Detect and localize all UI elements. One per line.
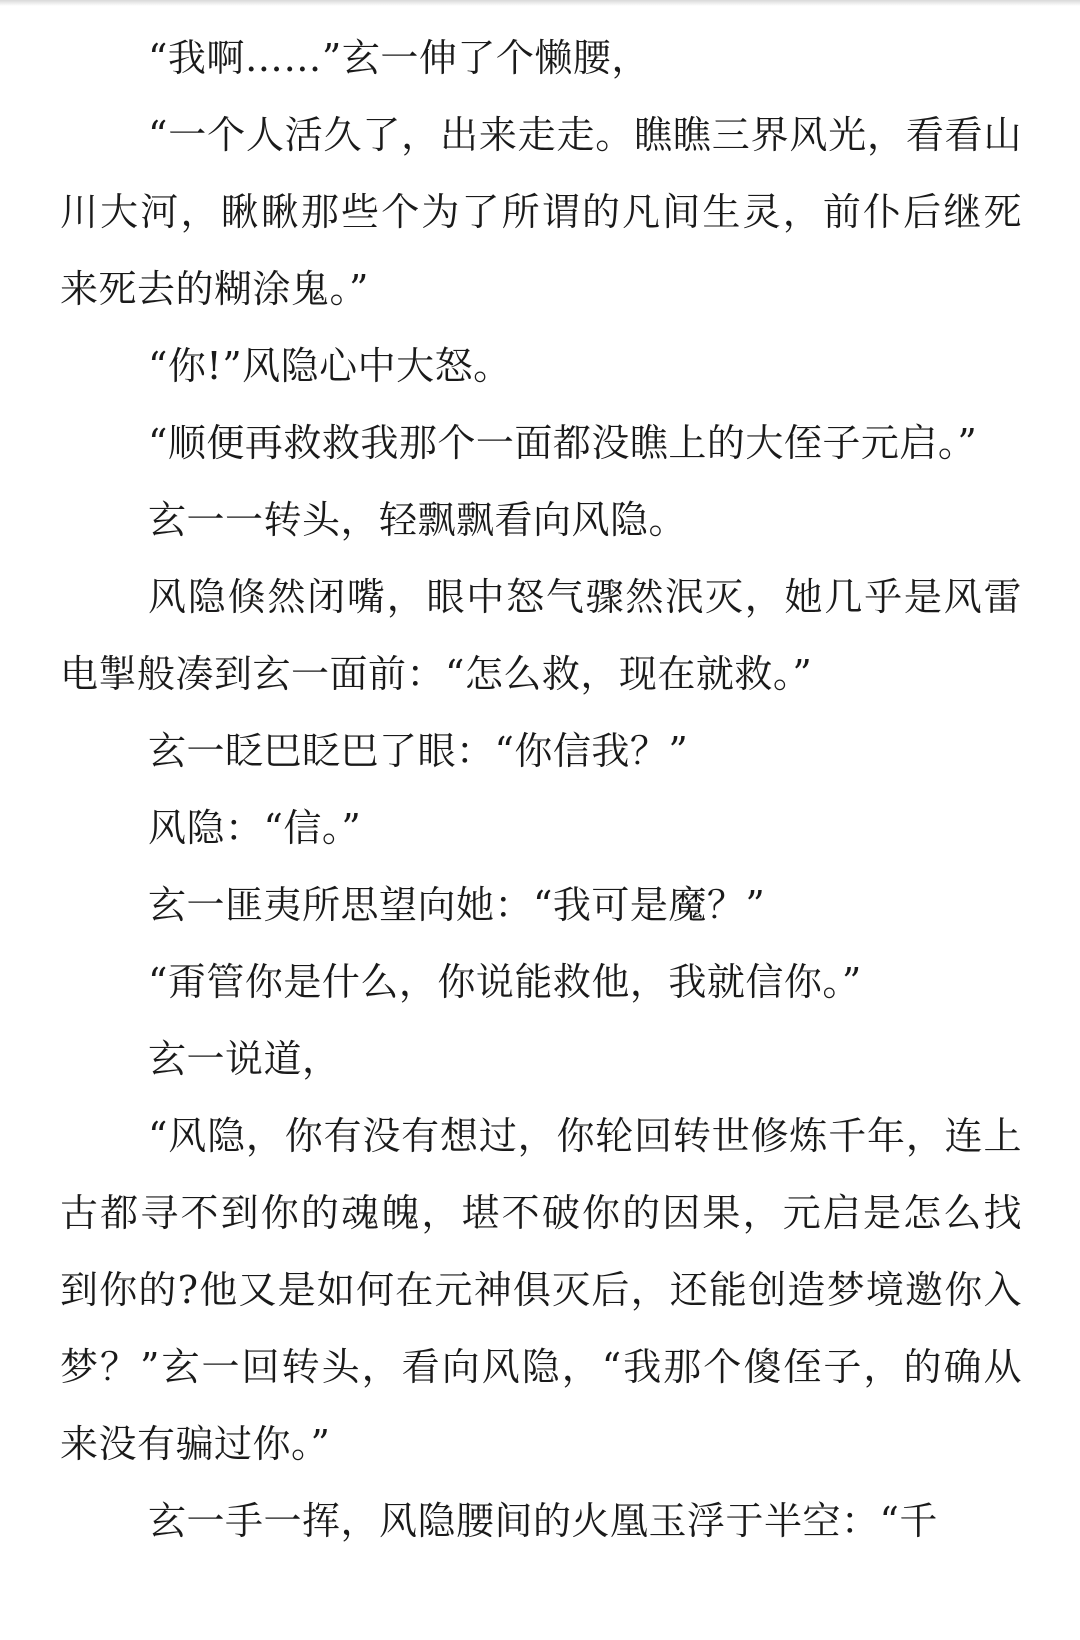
paragraph: “一个人活久了，出来走走。瞧瞧三界风光，看看山川大河，瞅瞅那些个为了所谓的凡间生灵，前仆后继死来死去的糊涂鬼。” (60, 113, 1022, 311)
paragraph: 玄一眨巴眨巴了眼：“你信我？” (148, 729, 689, 773)
paragraph: 玄一说道， (148, 1037, 341, 1081)
novel-text-body (60, 20, 1022, 1560)
paragraph: 风隐倏然闭嘴，眼中怒气骤然泯灭，她几乎是风雷电掣般凑到玄一面前：“怎么救，现在就救。” (60, 575, 1022, 696)
paragraph: “甭管你是什么，你说能救他，我就信你。” (148, 960, 862, 1004)
paragraph: 玄一一转头，轻飘飘看向风隐。 (148, 498, 688, 542)
paragraph: 玄一匪夷所思望向她：“我可是魔？” (148, 883, 766, 927)
page-top-edge (0, 0, 1080, 6)
paragraph: “顺便再救救我那个一面都没瞧上的大侄子元启。” (148, 421, 978, 465)
paragraph: “你!”风隐心中大怒。 (148, 344, 512, 388)
paragraph: 风隐：“信。” (148, 806, 362, 850)
paragraph: “风隐，你有没有想过，你轮回转世修炼千年，连上古都寻不到你的魂魄，堪不破你的因果，元启是怎么找到你的?他又是如何在元神俱灭后，还能创造梦境邀你入梦？”玄一回转头，看向风隐，“我那个傻侄子，的确从来没有骗过你。” (60, 1114, 1022, 1466)
paragraph: “我啊……”玄一伸了个懒腰， (148, 36, 650, 80)
paragraph: 玄一手一挥，风隐腰间的火凰玉浮于半空：“千 (148, 1499, 938, 1543)
